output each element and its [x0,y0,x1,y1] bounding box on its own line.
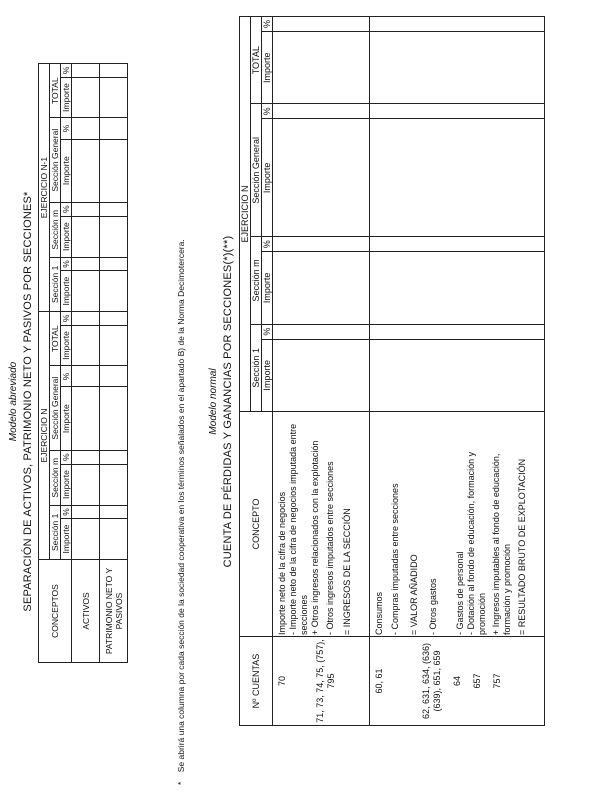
account-70: 70 [277,676,287,687]
concept-consumos: Consumos [374,591,384,635]
account-657: 657 [472,673,482,689]
accounts-header: Nº CUENTAS [240,637,273,726]
account-64: 64 [452,676,462,687]
block2-concepts [370,412,545,637]
footnote-mark: * [176,781,186,785]
bottom-title: CUENTA DE PÉRDIDAS Y GANANCIAS POR SECCIONES(*)(**) [222,235,234,568]
concept-otros-gastos: - Otros gastos [428,578,438,635]
importe-header: Importe [61,271,72,312]
section-general-header: Sección General [50,118,61,202]
percent-header: % [61,202,72,216]
section-1-header: Sección 1 [50,505,61,559]
account-60: 60, 61 [374,668,384,694]
percent-header: % [262,324,273,339]
importe-header: Importe [61,387,72,450]
footnote [176,5,186,785]
percent-header: % [262,17,273,32]
row-patrimonio: PATRIMONIO NETO Y PASIVOS [100,560,128,663]
concept-cifra-negocios: Importe neto de la cifra de negocios [277,491,287,635]
total-header: TOTAL [50,64,61,118]
importe-header: Importe [61,139,72,202]
percent-header: % [61,450,72,464]
importe-header: Importe [61,216,72,257]
concepts-header: CONCEPTOS [39,560,72,663]
importe-header: Importe [262,252,273,324]
pl-table [239,16,545,726]
section-m-header: Sección m [50,450,61,505]
section-general-header: Sección General [251,104,262,237]
section-1-header: Sección 1 [251,324,262,411]
row-activos: ACTIVOS [72,560,100,663]
footnote-text: Se abrirá una columna por cada sección de la sociedad cooperativa en los términos señalados en el apartado B) de la Norma Decimotercera. [176,239,186,773]
section-m-header: Sección m [50,202,61,257]
account-757: 757 [492,673,502,689]
percent-header: % [61,118,72,139]
percent-header: % [61,312,72,326]
top-title: SEPARACIÓN DE ACTIVOS, PATRIMONIO NETO Y PASIVOS POR SECCIONES* [22,191,34,612]
percent-header: % [61,64,72,78]
account-62: 62, 631, 634, (636) (639), 651, 659 [421,642,442,720]
account-71: 71, 73, 74, 75, (757), 795 [315,639,336,723]
importe-header: Importe [61,519,72,560]
concept-otros-ingresos: + Otros ingresos relacionados con la explotación [310,440,320,635]
top-model-label: Modelo abreviado [8,361,19,442]
section-general-header: Sección General [50,366,61,450]
percent-header: % [61,505,72,519]
exercise-n-header: EJERCICIO N [39,312,50,560]
block2-accounts [370,637,545,726]
concept-header: CONCEPTO [240,412,273,637]
concept-cifra-imputada: - Importe neto de la cifra de negocios imputada entre secciones [288,423,309,635]
concept-ingresos-fondo: + Ingresos imputables al fondo de educación, formación y promoción [491,453,512,635]
importe-header: Importe [262,119,273,237]
total-header: TOTAL [251,17,262,104]
exercise-n-header: EJERCICIO N [240,17,251,412]
section-m-header: Sección m [251,237,262,324]
total-header: TOTAL [50,312,61,366]
concept-gastos-personal: - Gastos de personal [455,551,465,635]
percent-header: % [61,366,72,387]
section-1-header: Sección 1 [50,257,61,311]
importe-header: Importe [61,464,72,505]
concept-compras-imputadas: - Compras imputadas entre secciones [390,483,400,635]
concept-ingresos-seccion: = INGRESOS DE LA SECCIÓN [342,508,352,635]
exercise-n1-header: EJERCICIO N-1 [39,64,50,312]
block1-accounts [273,637,370,726]
concept-otros-imputados: - Otros ingresos imputados entre secciones [325,461,335,635]
concept-dotacion-fondo: - Dotación al fondo de educación, formación y promoción [466,451,487,635]
concept-resultado-bruto: = RESULTADO BRUTO DE EXPLOTACIÓN [517,458,527,635]
bottom-model-label: Modelo normal [208,368,219,435]
concept-valor-anadido: = VALOR AÑADIDO [409,554,419,635]
block1-concepts [273,412,370,637]
percent-header: % [262,237,273,252]
assets-table [38,63,128,663]
importe-header: Importe [61,77,72,118]
importe-header: Importe [262,339,273,411]
percent-header: % [262,104,273,119]
percent-header: % [61,257,72,271]
importe-header: Importe [61,325,72,366]
importe-header: Importe [262,32,273,104]
